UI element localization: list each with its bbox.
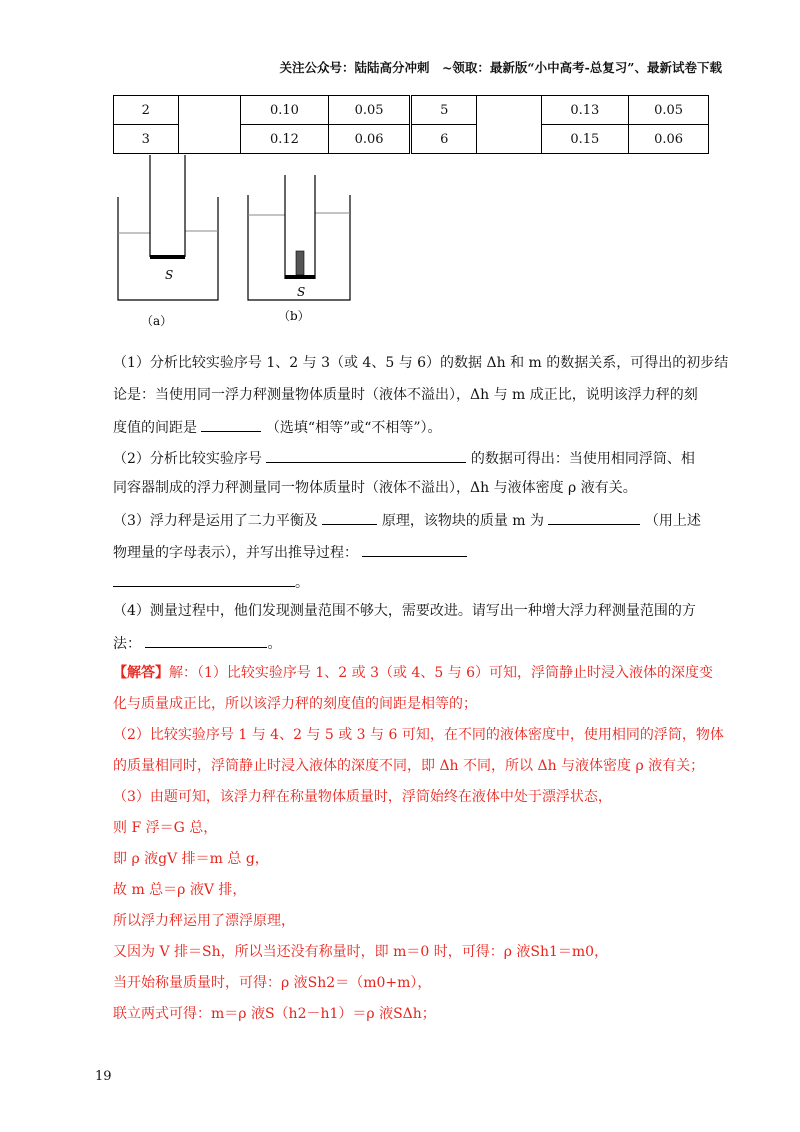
answer-line11: 当开始称量质量时，可得：ρ 液Sh2＝（m0+m）， — [113, 975, 432, 991]
answer-line9: 所以浮力秤运用了漂浮原理， — [113, 913, 295, 929]
table-cell: 2 — [114, 96, 179, 125]
q3-line3 — [113, 573, 713, 591]
figure-b — [245, 165, 357, 330]
table-cell: 0.06 — [629, 125, 709, 154]
answer-line12: 联立两式可得：m＝ρ 液S（h2－h1）＝ρ 液SΔh； — [113, 1006, 436, 1022]
table-cell: 0.06 — [328, 125, 411, 154]
page-header: 关注公众号：陆陆高分冲刺 ~领取：最新版“小中高考-总复习”、最新试卷下载 — [279, 60, 722, 75]
table-cell: 0.13 — [541, 96, 629, 125]
data-table — [113, 95, 709, 154]
answer-line10: 又因为 V 排＝Sh，所以当还没有称量时，即 m＝0 时，可得：ρ 液Sh1＝m0， — [113, 944, 609, 960]
table-cell — [477, 96, 541, 154]
q3-blank-derivation-2 — [113, 573, 295, 587]
answer-line3: （2）比较实验序号 1 与 4、2 与 5 或 3 与 6 可知，在不同的液体密度中，使用相同的浮筒，物体 — [113, 727, 724, 743]
q1-line2: 论是：当使用同一浮力秤测量物体质量时（液体不溢出），Δh 与 m 成正比，说明该浮力秤的刻 — [113, 387, 698, 403]
q3-blank-principle — [322, 511, 377, 525]
answer-line1 — [113, 665, 713, 681]
answer-line2: 化与质量成正比，所以该浮力秤的刻度值的间距是相等的； — [113, 696, 477, 712]
answer-line7: 即 ρ 液gV 排＝m 总 g， — [113, 851, 269, 867]
q2-blank — [266, 449, 466, 463]
table-cell: 3 — [114, 125, 179, 154]
q3-line1b: 原理，该物块的质量 m 为 — [381, 513, 545, 529]
q3-line1c: （用上述 — [644, 513, 701, 529]
q3-line2-text: 物理量的字母表示），并写出推导过程： — [113, 545, 358, 561]
table-cell: 0.05 — [629, 96, 709, 125]
q4-blank — [145, 634, 267, 648]
q3-blank-derivation — [362, 543, 467, 557]
answer-line8: 故 m 总＝ρ 液V 排， — [113, 882, 247, 898]
table-cell: 0.12 — [241, 125, 329, 154]
q3-line1 — [113, 511, 713, 529]
table-cell: 6 — [411, 125, 477, 154]
q1-line3 — [113, 418, 713, 436]
q2-line1 — [113, 449, 713, 467]
answer-line6: 则 F 浮＝G 总， — [113, 820, 218, 836]
table-cell: 0.10 — [241, 96, 329, 125]
figure-a — [113, 155, 225, 330]
q3-blank-mass — [548, 511, 640, 525]
figure-b-caption: （b） — [278, 309, 310, 323]
mass-block — [296, 251, 304, 275]
q4-line2 — [113, 634, 713, 652]
figure-b-label: S — [297, 285, 306, 299]
q1-line1: （1）分析比较实验序号 1、2 与 3（或 4、5 与 6）的数据 Δh 和 m 的数据关系，可得出的初步结 — [113, 355, 729, 371]
q3-period: 。 — [295, 575, 309, 591]
q1-line3a: 度值的间距是 — [113, 420, 197, 436]
answer-l1: 解：（1）比较实验序号 1、2 或 3（或 4、5 与 6）可知，浮筒静止时浸入液体的深度变 — [169, 665, 714, 681]
table-cell: 0.05 — [328, 96, 411, 125]
table-cell: 5 — [411, 96, 477, 125]
q3-line1a: （3）浮力秤是运用了二力平衡及 — [113, 513, 318, 529]
q4-line1: （4）测量过程中，他们发现测量范围不够大，需要改进。请写出一种增大浮力秤测量范围的方 — [113, 603, 696, 619]
q4-line2a: 法： — [113, 636, 141, 652]
q2-line1b: 的数据可得出：当使用相同浮筒、相 — [470, 451, 695, 467]
table-cell — [178, 96, 241, 154]
page-number: 19 — [95, 1069, 112, 1084]
answer-line4: 的质量相同时，浮筒静止时浸入液体的深度不同，即 Δh 不同，所以 Δh 与液体密度 ρ 液有关； — [113, 758, 705, 774]
q3-line2 — [113, 543, 713, 561]
q1-blank — [201, 418, 261, 432]
figure-a-caption: （a） — [141, 314, 173, 328]
figure-a-label: S — [165, 268, 174, 282]
q1-line3b: （选填“相等”或“不相等”）。 — [265, 420, 442, 436]
answer-tag: 【解答】 — [113, 665, 169, 681]
q2-line1a: （2）分析比较实验序号 — [113, 451, 262, 467]
table-cell: 0.15 — [541, 125, 629, 154]
q4-period: 。 — [267, 636, 282, 652]
q2-line2: 同容器制成的浮力秤测量同一物体质量时（液体不溢出），Δh 与液体密度 ρ 液有关。 — [113, 480, 637, 496]
answer-line5: （3）由题可知，该浮力秤在称量物体质量时，浮筒始终在液体中处于漂浮状态， — [113, 789, 612, 805]
table-row — [114, 96, 709, 125]
